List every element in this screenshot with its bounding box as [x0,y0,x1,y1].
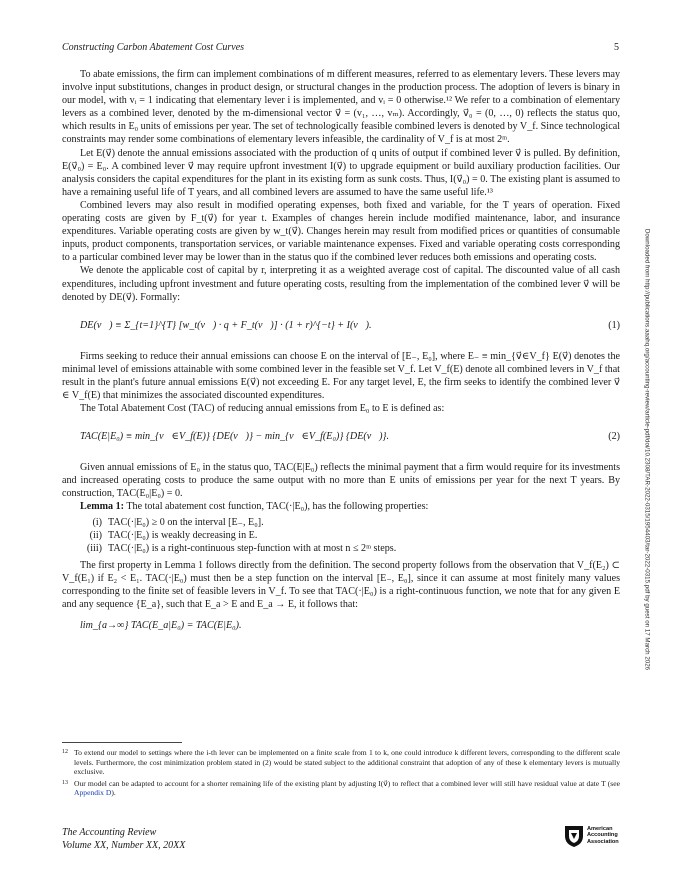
footnote-body: Our model can be adapted to account for a shorter remaining life of the existing plant by adjusting I(v⃗) to reflect that a combined lever will still have residual value at date T (see [74,778,620,788]
lemma-label: Lemma 1: [80,501,125,513]
paragraph: To abate emissions, the firm can implement combinations of m different measures, referred to as elementary levers. These levers may involve input substitutions, changes in product design, or structural changes in the production process. The adoption of levers is binary in our model, with vᵢ = 1 indicating that elementary lever i is implemented, and vᵢ = 0 otherwise.¹² We refer to a combination of elementary levers as a combined lever, denoted by the m-dimensional vector v⃗ = (v₁, …, vₘ). Accordingly, v⃗₀ = (0, …, 0) reflects the status quo, which results in E₀ units of emissions per year. The set of technologically feasible combined levers is denoted by V_f. Since technological constraints may render some combinations of elementary levers infeasible, the cardinality of V_f is at most 2ᵐ. [62,69,620,146]
footnote-tail: ). [111,788,116,798]
equation-2-number: (2) [608,431,620,443]
running-title: Constructing Carbon Abatement Cost Curves [62,42,245,53]
logo-line: Association [587,838,619,845]
paragraph: Combined levers may also result in modified operating expenses, both fixed and variable, for the T years of operation. Fixed operating costs are given by F_t(v⃗) for year t. Examples of changes herein include modified maintenance, labor, and insurance expenditures. Variable operating costs are given by w_t(v⃗). Changes herein may result from modified prices or quantities of consumable inputs, product components, transportation services, or variable maintenance expenses. Fixed and variable operating costs corresponding to a particular combined lever may be lower than in the status quo if the combined lever reduces both emissions and operating costs. [62,199,620,264]
lemma-item [80,516,620,529]
journal-name: The Accounting Review [62,827,157,838]
footnote-text [74,779,620,798]
appendix-link[interactable]: Appendix D [74,788,112,798]
logo-line: American [587,826,613,832]
paragraph: The first property in Lemma 1 follows directly from the definition. The second property follows from the observation that V_f(E₂) ⊂ V_f(E₁) if E₂ < E₁. TAC(·|E₀) must then be a step function on the interval [E₋, E₀], since it can assume at most finitely many values corresponding to the finite set of feasible levers in V_f. To see that TAC(·|E₀) is a right-continuous function, we note that for any given E and any sequence {E_a}, such that E_a > E and E_a → E, it follows that: [62,559,620,611]
footnote-number: 13 [62,779,68,786]
lemma-text: The total abatement cost function, TAC(·|E₀), has the following properties: [126,501,429,513]
lemma-list [80,516,620,555]
footnotes [62,748,620,800]
footnote-divider [62,742,182,743]
page-number: 5 [614,42,619,53]
footnote-number: 12 [62,749,68,755]
footnote [62,748,620,777]
paragraph: Given annual emissions of E₀ in the status quo, TAC(E|E₀) reflects the minimal payment that a firm would require for its investments and increased operating costs to produce the same output with no more than E units of emissions per year for the next T years. By construction, TAC(E₀|E₀) = 0. [62,462,620,500]
equation-2-body: TAC(E|E₀) ≡ min_{v⃗∈V_f(E)} {DE(v⃗)} − min_{v⃗∈V_f(E₀)} {DE(v⃗)}. [80,431,389,443]
lemma-item [80,542,620,555]
lemma-item-text: TAC(·|E₀) ≥ 0 on the interval [E₋, E₀]. [108,516,264,528]
footnote [62,779,620,798]
equation-1-number: (1) [608,319,620,331]
limit-equation: lim_{a→∞} TAC(E_a|E₀) = TAC(E|E₀). [80,620,242,632]
aaa-logo [563,824,625,852]
footnote-text: To extend our model to settings where the i-th lever can be implemented on a finite scale from 1 to k, one could introduce k different levers, corresponding to the different scale levels. Furthermore, the cost minimization problem stated in (2) would be stated subject to the additional constraint that adoption of any of these k elementary levers is mutually exclusive. [74,748,620,777]
aaa-shield-icon [563,824,585,848]
lemma-item-number: (iii) [86,542,102,554]
download-watermark: Downloaded from http://publications.aaahq.org/accounting-review/article-pdf/doi/10.2308/TAR-2022-0315/1954403/tar-2022-0315.pdf by guest on 17 March 2026 [643,228,651,671]
equation-2 [62,421,620,455]
lemma-item-number: (ii) [89,529,102,541]
paragraph: The Total Abatement Cost (TAC) of reducing annual emissions from E₀ to E is defined as: [80,403,445,415]
aaa-logo-text [587,826,619,845]
paragraph: Let E(v⃗) denote the annual emissions associated with the production of q units of output if combined lever v⃗ is pulled. By definition, E(v⃗₀) = E₀. A combined lever v⃗ may require upfront investment I(v⃗) to upgrade equipment or build auxiliary production facilities. Our analysis considers the capital expenditures for the plant in its existing form as sunk costs. Thus, I(v⃗₀) = 0. The existing plant is assumed to have a remaining useful life of T years, and all combined levers are assumed to have the same useful life.¹³ [62,147,620,198]
paragraph: Firms seeking to reduce their annual emissions can choose E on the interval of [E₋, E₀], where E₋ ≡ min_{v⃗∈V_f} E(v⃗) denotes the minimal level of emissions attainable with some combined lever in the feasible set V_f. Let V_f(E) denote all combined levers in V_f that result in the plant's future annual emissions E(v⃗) not exceeding E. For any target level, E, the firm seeks to identify the combined lever v⃗ ∈ V_f(E) that minimizes the associated discounted expenditures. [62,350,620,401]
article-body [62,68,620,632]
lemma-statement [62,500,620,513]
lemma-item-number: (i) [92,516,102,528]
equation-1 [62,310,620,344]
lemma-item-text: TAC(·|E₀) is weakly decreasing in E. [108,529,258,541]
lemma-item-text: TAC(·|E₀) is a right-continuous step-function with at most n ≤ 2ᵐ steps. [108,542,397,554]
paragraph: We denote the applicable cost of capital by r, interpreting it as a weighted average cost of capital. The discounted value of all cash expenditures, including upfront investment and future operating costs, resulting from the implementation of the combined lever v⃗ will be denoted by DE(v⃗). Formally: [62,265,620,303]
lemma-item [80,529,620,542]
page-footer [62,826,185,852]
logo-line: Accounting [587,832,618,839]
equation-1-body: DE(v⃗) ≡ Σ_{t=1}^{T} [w_t(v⃗) · q + F_t(v⃗)] · (1 + r)^{−t} + I(v⃗). [80,319,372,331]
volume-info: Volume XX, Number XX, 20XX [62,840,186,851]
